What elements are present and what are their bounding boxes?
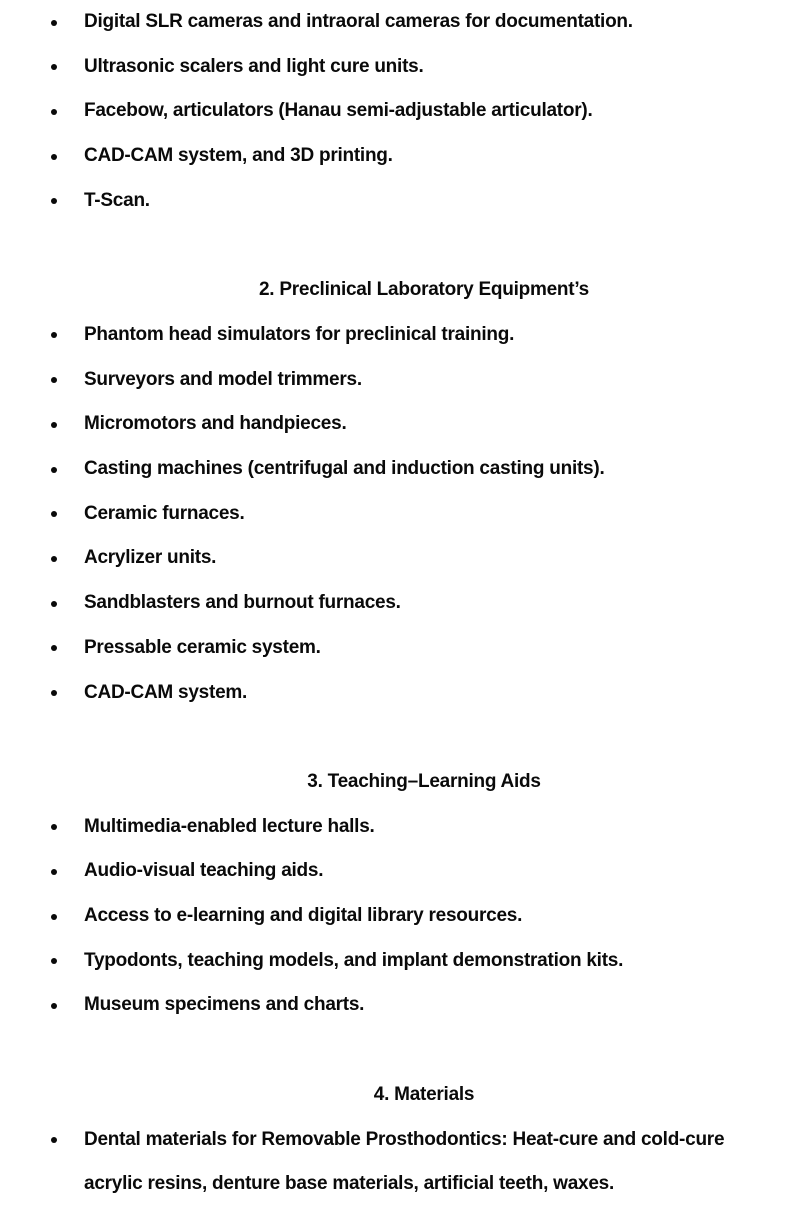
section-heading: 4. Materials xyxy=(373,1083,475,1105)
document-section xyxy=(84,0,764,224)
bullet-text: Typodonts, teaching models, and implant demonstration kits. xyxy=(84,949,624,971)
list-item xyxy=(84,626,764,671)
bullet-marker-icon xyxy=(51,332,57,338)
bullet-text: Museum specimens and charts. xyxy=(84,994,365,1016)
bullet-text: CAD-CAM system. xyxy=(84,681,248,703)
bullet-marker-icon xyxy=(51,1003,57,1009)
list-item xyxy=(84,671,764,716)
bullet-marker-icon xyxy=(51,20,57,26)
list-item xyxy=(84,805,764,850)
bullet-text: Ultrasonic scalers and light cure units. xyxy=(84,55,424,77)
bullet-marker-icon xyxy=(51,556,57,562)
bullet-text: Acrylizer units. xyxy=(84,547,217,569)
list-item xyxy=(84,402,764,447)
bullet-marker-icon xyxy=(51,422,57,428)
bullet-marker-icon xyxy=(51,198,57,204)
list-item xyxy=(84,536,764,581)
list-item xyxy=(84,45,764,90)
list-item xyxy=(84,983,764,1028)
list-item xyxy=(84,358,764,403)
bullet-text: Multimedia-enabled lecture halls. xyxy=(84,815,375,837)
bullet-text: Facebow, articulators (Hanau semi-adjustable articulator). xyxy=(84,100,593,122)
bullet-marker-icon xyxy=(51,601,57,607)
document-section xyxy=(84,1073,764,1207)
bullet-marker-icon xyxy=(51,467,57,473)
bullet-text: Digital SLR cameras and intraoral cameras for documentation. xyxy=(84,11,633,32)
bullet-text: Casting machines (centrifugal and induction casting units). xyxy=(84,458,605,480)
list-item xyxy=(84,0,764,45)
document-section xyxy=(84,268,764,715)
list-item xyxy=(84,492,764,537)
list-item xyxy=(84,1118,764,1207)
bullet-text: Audio-visual teaching aids. xyxy=(84,860,324,882)
bullet-marker-icon xyxy=(51,154,57,160)
bullet-text: Access to e-learning and digital library resources. xyxy=(84,905,523,927)
bullet-marker-icon xyxy=(51,511,57,517)
bullet-marker-icon xyxy=(51,914,57,920)
list-item xyxy=(84,849,764,894)
bullet-text: T-Scan. xyxy=(84,189,150,211)
bullet-marker-icon xyxy=(51,109,57,115)
bullet-text: Dental materials for Removable Prosthodontics: Heat-cure and cold-cure acrylic resins, denture base materials, artificial teeth, waxes. xyxy=(84,1128,725,1195)
bullet-marker-icon xyxy=(51,869,57,875)
bullet-text: Phantom head simulators for preclinical training. xyxy=(84,323,515,345)
bullet-marker-icon xyxy=(51,645,57,651)
list-item xyxy=(84,894,764,939)
list-item xyxy=(84,179,764,224)
section-heading: 3. Teaching–Learning Aids xyxy=(307,770,541,792)
list-item xyxy=(84,89,764,134)
bullet-text: Surveyors and model trimmers. xyxy=(84,368,362,390)
bullet-marker-icon xyxy=(51,824,57,830)
bullet-text: Sandblasters and burnout furnaces. xyxy=(84,592,401,614)
list-item xyxy=(84,134,764,179)
list-item xyxy=(84,447,764,492)
list-item xyxy=(84,581,764,626)
bullet-text: Pressable ceramic system. xyxy=(84,636,321,658)
bullet-text: Ceramic furnaces. xyxy=(84,502,245,524)
section-heading: 2. Preclinical Laboratory Equipment’s xyxy=(258,279,590,301)
bullet-text: CAD-CAM system, and 3D printing. xyxy=(84,145,393,167)
bullet-marker-icon xyxy=(51,1137,57,1143)
bullet-marker-icon xyxy=(51,377,57,383)
list-item xyxy=(84,939,764,984)
bullet-marker-icon xyxy=(51,690,57,696)
list-item xyxy=(84,313,764,358)
bullet-marker-icon xyxy=(51,64,57,70)
document-section xyxy=(84,760,764,1028)
bullet-marker-icon xyxy=(51,958,57,964)
bullet-text: Micromotors and handpieces. xyxy=(84,413,347,435)
